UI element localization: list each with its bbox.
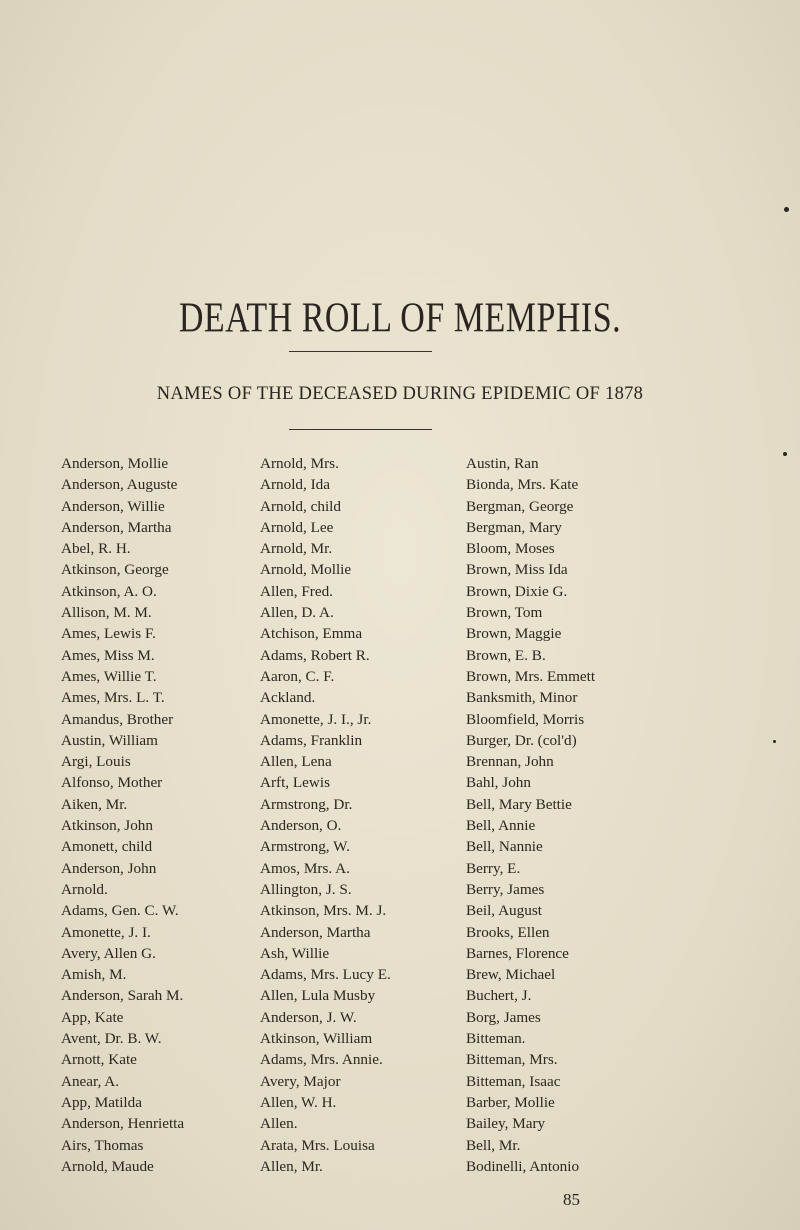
deceased-name: Allen, Fred. — [260, 582, 333, 600]
deceased-name: Barnes, Florence — [466, 944, 569, 962]
deceased-name: Arnold, Mollie — [260, 561, 352, 579]
deceased-name: Bell, Mr. — [466, 1136, 521, 1154]
deceased-name: Avent, Dr. B. W. — [61, 1030, 162, 1048]
deceased-name: Arnold, Lee — [260, 518, 334, 536]
deceased-name: Atkinson, A. O. — [61, 582, 157, 600]
deceased-name: Brown, Tom — [466, 604, 543, 622]
deceased-name: Allen, D. A. — [260, 604, 334, 622]
deceased-name: Atkinson, George — [61, 561, 169, 579]
page-number: 85 — [563, 1190, 580, 1209]
deceased-name: Bailey, Mary — [466, 1115, 546, 1133]
page-title: DEATH ROLL OF MEMPHIS. — [178, 295, 622, 342]
deceased-name: Arata, Mrs. Louisa — [260, 1136, 375, 1154]
deceased-name: Brennan, John — [466, 753, 554, 771]
deceased-name: Arnold, Mr. — [260, 540, 333, 558]
ink-speck — [784, 207, 789, 212]
deceased-name: Bell, Annie — [466, 817, 536, 835]
deceased-name: Ash, Willie — [260, 944, 330, 962]
deceased-name: Bergman, Mary — [466, 518, 562, 536]
deceased-name: Avery, Major — [260, 1072, 341, 1090]
deceased-name: Aaron, C. F. — [260, 667, 335, 685]
deceased-name: Bell, Nannie — [466, 838, 543, 856]
deceased-name: App, Kate — [61, 1008, 124, 1026]
deceased-name: Anderson, Martha — [260, 923, 371, 941]
deceased-name: Anear, A. — [61, 1072, 120, 1090]
deceased-name: Avery, Allen G. — [61, 944, 156, 962]
deceased-name: Austin, William — [61, 731, 158, 749]
deceased-name: Ames, Willie T. — [61, 667, 157, 685]
deceased-name: Anderson, O. — [260, 817, 342, 835]
deceased-name: Adams, Robert R. — [260, 646, 370, 664]
deceased-name: Brown, E. B. — [466, 646, 546, 664]
deceased-name: Anderson, J. W. — [260, 1008, 357, 1026]
deceased-name: Bodinelli, Antonio — [466, 1157, 580, 1175]
deceased-name: Allen, W. H. — [260, 1093, 337, 1111]
deceased-name: Anderson, Mollie — [61, 455, 169, 472]
deceased-name: Atkinson, John — [61, 817, 153, 835]
deceased-name: Anderson, Martha — [61, 518, 172, 536]
deceased-name: Banksmith, Minor — [466, 689, 578, 707]
deceased-name: Bitteman, Isaac — [466, 1072, 561, 1090]
deceased-name: Anderson, Henrietta — [61, 1115, 185, 1133]
deceased-name: Bitteman, Mrs. — [466, 1051, 558, 1069]
deceased-name: Allington, J. S. — [260, 880, 352, 898]
deceased-name: Ames, Lewis F. — [61, 625, 156, 643]
deceased-name: Adams, Mrs. Lucy E. — [260, 966, 391, 984]
deceased-name: Amandus, Brother — [61, 710, 174, 728]
deceased-name: Berry, E. — [466, 859, 521, 877]
deceased-name: Ames, Mrs. L. T. — [61, 689, 165, 707]
names-column-2 — [260, 453, 391, 1177]
ink-speck — [773, 740, 776, 743]
deceased-name: Armstrong, W. — [260, 838, 350, 856]
subtitle-divider — [289, 429, 432, 430]
deceased-name: Armstrong, Dr. — [260, 795, 353, 813]
deceased-name: Beil, August — [466, 902, 542, 920]
deceased-name: Arft, Lewis — [260, 774, 331, 792]
deceased-name: Allen, Lena — [260, 753, 332, 771]
deceased-name: Argi, Louis — [61, 753, 131, 771]
deceased-name: Bloomfield, Morris — [466, 710, 585, 728]
deceased-name: Brooks, Ellen — [466, 923, 550, 941]
names-column-3 — [466, 453, 595, 1177]
deceased-name: Arnold. — [61, 880, 108, 898]
deceased-name: Amos, Mrs. A. — [260, 859, 350, 877]
deceased-name: Brew, Michael — [466, 966, 556, 984]
deceased-name: Atkinson, William — [260, 1030, 373, 1048]
deceased-name: Bahl, John — [466, 774, 531, 792]
ink-speck — [783, 452, 787, 456]
deceased-name: Buchert, J. — [466, 987, 532, 1005]
deceased-name: Bell, Mary Bettie — [466, 795, 572, 813]
deceased-name: Amonett, child — [61, 838, 153, 856]
deceased-name: Adams, Gen. C. W. — [61, 902, 179, 920]
deceased-name: Ames, Miss M. — [61, 646, 155, 664]
title-divider — [289, 351, 432, 352]
deceased-name: Amish, M. — [61, 966, 127, 984]
deceased-name: Brown, Maggie — [466, 625, 562, 643]
deceased-name: Arnott, Kate — [61, 1051, 137, 1069]
deceased-name: Anderson, Auguste — [61, 476, 178, 494]
deceased-name: Brown, Mrs. Emmett — [466, 667, 596, 685]
deceased-name: Atchison, Emma — [260, 625, 363, 643]
deceased-name: Allen, Mr. — [260, 1157, 323, 1175]
page-subtitle: NAMES OF THE DECEASED DURING EPIDEMIC OF 1878 — [156, 384, 644, 404]
deceased-name: Arnold, Maude — [61, 1157, 154, 1175]
deceased-name: Austin, Ran — [466, 455, 539, 472]
deceased-name: Allison, M. M. — [61, 604, 152, 622]
deceased-name: Alfonso, Mother — [61, 774, 163, 792]
deceased-name: Arnold, Mrs. — [260, 455, 339, 472]
deceased-name: Arnold, Ida — [260, 476, 331, 494]
names-column-1 — [61, 453, 184, 1177]
deceased-name: Burger, Dr. (col'd) — [466, 731, 577, 749]
deceased-name: Borg, James — [466, 1008, 541, 1026]
deceased-name: Amonette, J. I., Jr. — [260, 710, 372, 728]
deceased-name: Ackland. — [260, 689, 316, 707]
deceased-name: Aiken, Mr. — [61, 795, 128, 813]
deceased-name: Brown, Miss Ida — [466, 561, 568, 579]
deceased-name: Arnold, child — [260, 497, 341, 515]
deceased-name: Bionda, Mrs. Kate — [466, 476, 579, 494]
deceased-name: Berry, James — [466, 880, 545, 898]
deceased-name: Adams, Franklin — [260, 731, 363, 749]
deceased-name: Anderson, Sarah M. — [61, 987, 184, 1005]
deceased-name: Airs, Thomas — [61, 1136, 144, 1154]
deceased-name: Bitteman. — [466, 1030, 526, 1048]
deceased-name: Bloom, Moses — [466, 540, 555, 558]
deceased-name: Allen, Lula Musby — [260, 987, 376, 1005]
deceased-name: Adams, Mrs. Annie. — [260, 1051, 383, 1069]
deceased-name: Anderson, Willie — [61, 497, 165, 515]
deceased-name: Anderson, John — [61, 859, 157, 877]
deceased-name: Allen. — [260, 1115, 298, 1133]
deceased-name: App, Matilda — [61, 1093, 142, 1111]
deceased-name: Amonette, J. I. — [61, 923, 151, 941]
deceased-name: Abel, R. H. — [61, 540, 131, 558]
deceased-name: Brown, Dixie G. — [466, 582, 568, 600]
deceased-name: Barber, Mollie — [466, 1093, 555, 1111]
deceased-name: Bergman, George — [466, 497, 574, 515]
deceased-name: Atkinson, Mrs. M. J. — [260, 902, 387, 920]
